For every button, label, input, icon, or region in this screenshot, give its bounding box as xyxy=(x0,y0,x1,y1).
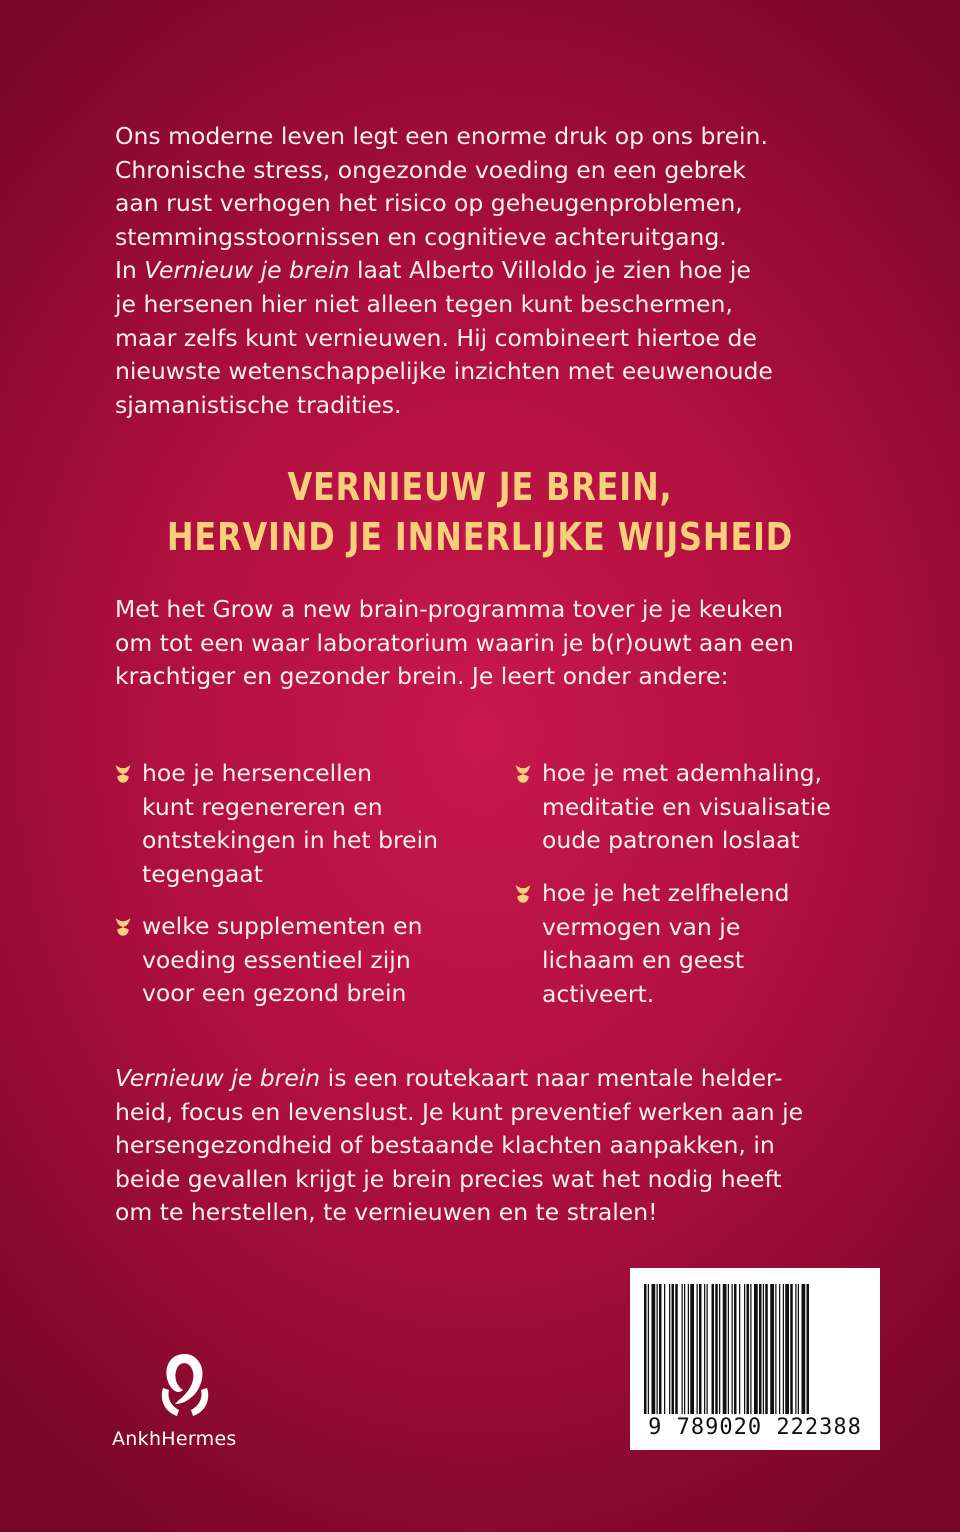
barcode-bar xyxy=(728,1284,729,1414)
closing-line: om te herstellen, te vernieuwen en te stralen! xyxy=(115,1198,658,1227)
heart-bullet-icon xyxy=(515,765,531,783)
barcode-bar xyxy=(750,1284,751,1414)
barcode-bar xyxy=(734,1284,737,1414)
barcode-bar xyxy=(704,1284,705,1414)
barcode-bar xyxy=(770,1284,774,1414)
book-title-italic: Vernieuw je brein xyxy=(115,1064,321,1092)
program-line: Met het Grow a new brain-programma tover je je keuken xyxy=(115,595,783,623)
bullet-item xyxy=(515,757,831,858)
bullet-item xyxy=(115,757,438,891)
program-line: om tot een waar laboratorium waarin je b(r)ouwt aan een xyxy=(115,628,794,657)
bullet-line: welke supplementen en xyxy=(142,912,423,940)
barcode-bar xyxy=(675,1284,678,1414)
barcode-bar xyxy=(672,1284,675,1414)
barcode-bar xyxy=(723,1284,727,1414)
headline-line-2: HERVIND JE INNERLIJKE WIJSHEID xyxy=(166,515,794,559)
bullet-line: meditatie en visualisatie xyxy=(542,792,831,821)
program-paragraph xyxy=(115,593,875,694)
bullet-line: activeert. xyxy=(542,979,655,1008)
intro-line: nieuwste wetenschappelijke inzichten met eeuwenoude xyxy=(115,357,773,386)
barcode-bar xyxy=(659,1284,662,1414)
closing-line: heid, focus en levenslust. Je kunt preventief werken aan je xyxy=(115,1097,804,1126)
barcode-bars xyxy=(640,1284,870,1414)
intro-line: je hersenen hier niet alleen tegen kunt beschermen, xyxy=(115,289,733,318)
intro-line: maar zelfs kunt vernieuwen. Hij combineert hiertoe de xyxy=(115,323,757,352)
isbn-number: 9 789020 222388 xyxy=(648,1415,862,1440)
barcode-bar xyxy=(644,1284,647,1414)
ankh-logo-icon xyxy=(155,1350,215,1422)
closing-line: hersengezondheid of bestaande klachten aanpakken, in xyxy=(115,1131,775,1160)
headline xyxy=(77,462,883,562)
closing-text: is een routekaart naar mentale helder- xyxy=(320,1064,783,1092)
barcode-bar xyxy=(648,1284,649,1414)
barcode-bar xyxy=(779,1284,780,1414)
publisher-logo xyxy=(110,1350,260,1460)
bullet-line: kunt regenereren en xyxy=(142,792,383,821)
heart-bullet-icon xyxy=(515,885,531,903)
book-title-italic: Vernieuw je brein xyxy=(144,256,350,285)
barcode-bar xyxy=(747,1284,750,1414)
barcode-bar xyxy=(684,1284,685,1414)
publisher-name: AnkhHermes xyxy=(112,1428,237,1450)
barcode-bar xyxy=(707,1284,708,1414)
barcode-bar xyxy=(732,1284,733,1414)
barcode-bar xyxy=(807,1284,810,1414)
barcode-bar xyxy=(690,1284,694,1414)
bullet-line: voeding essentieel zijn xyxy=(142,945,411,974)
barcode-bar xyxy=(664,1284,665,1414)
bullet-line: tegengaat xyxy=(142,859,263,888)
barcode-bar xyxy=(652,1284,656,1414)
intro-line: stemmingsstoornissen en cognitieve achteruitgang. xyxy=(115,222,727,251)
barcode-bar xyxy=(775,1284,776,1414)
intro-text: In xyxy=(115,256,145,285)
heart-bullet-icon xyxy=(115,765,131,783)
barcode-bar xyxy=(744,1284,745,1414)
barcode-bar xyxy=(715,1284,718,1414)
bullet-line: hoe je met ademhaling, xyxy=(542,759,822,787)
bullet-line: ontstekingen in het brein xyxy=(142,826,439,855)
intro-text: laat Alberto Villoldo je zien hoe je xyxy=(349,256,751,285)
barcode-bar xyxy=(785,1284,789,1414)
barcode-bar xyxy=(763,1284,764,1414)
intro-paragraph xyxy=(115,120,875,422)
bullet-line: oude patronen loslaat xyxy=(542,826,800,855)
barcode-bar xyxy=(657,1284,658,1414)
barcode-bar xyxy=(798,1284,799,1414)
intro-line xyxy=(115,254,875,288)
barcode-bar xyxy=(759,1284,762,1414)
barcode-bar xyxy=(688,1284,689,1414)
closing-paragraph xyxy=(115,1062,875,1230)
closing-line xyxy=(115,1062,875,1096)
barcode-bar xyxy=(699,1284,702,1414)
headline-line-1: VERNIEUW JE BREIN, xyxy=(287,465,673,509)
intro-line: aan rust verhogen het risico op geheugenproblemen, xyxy=(115,189,743,218)
barcode-bar xyxy=(697,1284,698,1414)
bullet-item xyxy=(115,910,423,1011)
closing-line: beide gevallen krijgt je brein precies wat het nodig heeft xyxy=(115,1164,782,1193)
barcode-bar xyxy=(802,1284,806,1414)
bullet-item xyxy=(515,877,789,1011)
barcode-bar xyxy=(669,1284,670,1414)
barcode-bar xyxy=(790,1284,793,1414)
barcode-bar xyxy=(719,1284,720,1414)
barcode-bar xyxy=(783,1284,784,1414)
barcode-bar xyxy=(795,1284,796,1414)
heart-bullet-icon xyxy=(115,918,131,936)
bullet-line: hoe je hersencellen xyxy=(142,759,373,787)
barcode-bar xyxy=(712,1284,715,1414)
intro-line: Chronische stress, ongezonde voeding en een gebrek xyxy=(115,155,746,184)
intro-line: sjamanistische tradities. xyxy=(115,390,402,419)
bullet-line: voor een gezond brein xyxy=(142,979,407,1008)
bullet-line: hoe je het zelfhelend xyxy=(542,879,790,907)
bullet-line: vermogen van je xyxy=(542,912,741,941)
barcode-bar xyxy=(682,1284,683,1414)
bullet-line: lichaam en geest xyxy=(542,946,745,975)
barcode-bar xyxy=(765,1284,768,1414)
barcode xyxy=(630,1268,880,1450)
intro-line: Ons moderne leven legt een enorme druk op ons brein. xyxy=(115,122,768,150)
barcode-bar xyxy=(754,1284,758,1414)
program-line: krachtiger en gezonder brein. Je leert onder andere: xyxy=(115,662,729,691)
barcode-bar xyxy=(739,1284,740,1414)
